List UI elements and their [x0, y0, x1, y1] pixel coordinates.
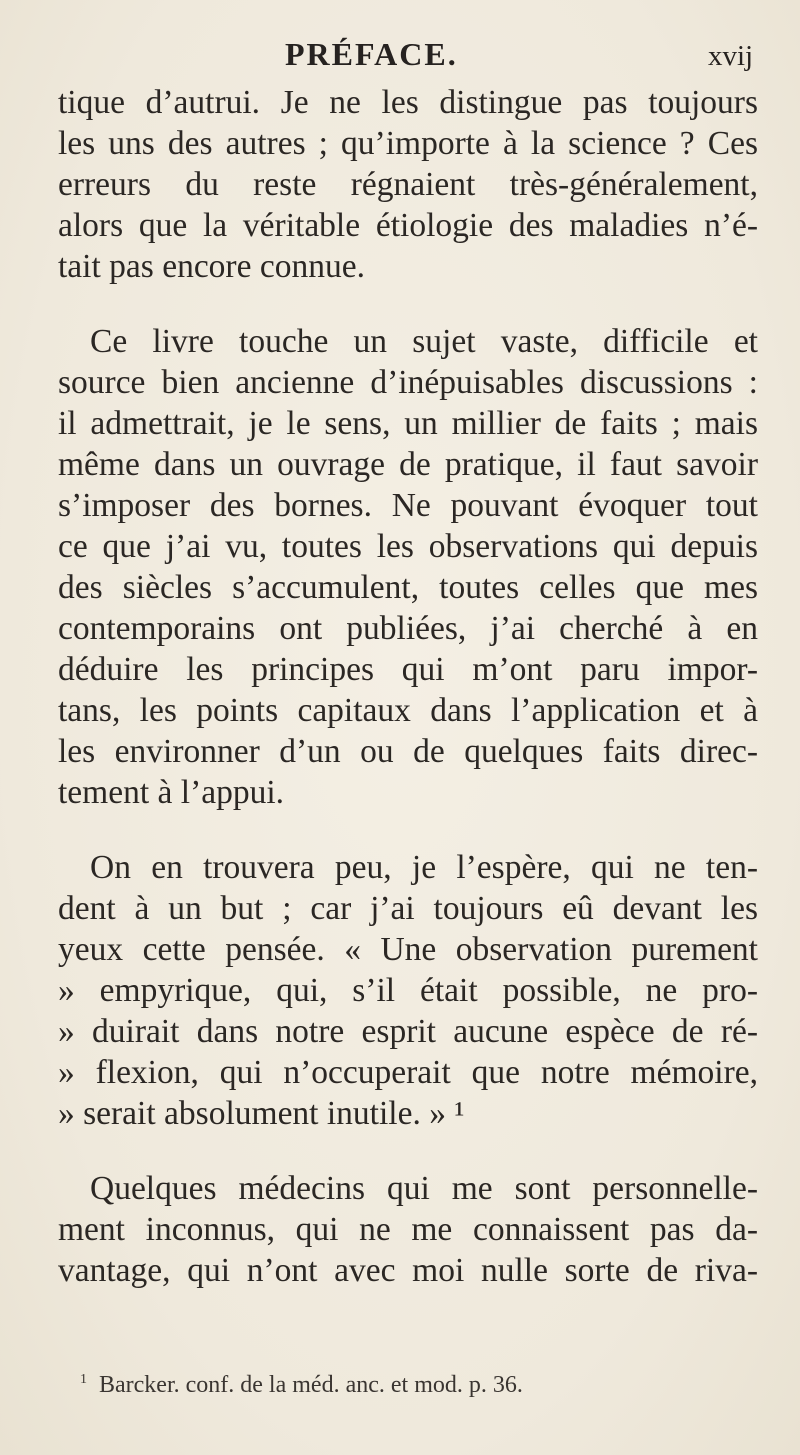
text-line: s’imposer des bornes. Ne pouvant évoquer tout — [58, 487, 758, 524]
text-line: les uns des autres ; qu’importe à la science ? Ces — [58, 125, 758, 162]
text-line: Quelques médecins qui me sont personnelle- — [90, 1170, 758, 1207]
quote-line: » empyrique, qui, s’il était possible, ne pro- — [58, 972, 758, 1009]
body-text — [58, 82, 758, 1291]
text-line: tait pas encore connue. — [58, 248, 365, 285]
quote-line: » serait absolument inutile. » ¹ — [58, 1095, 465, 1132]
text-line: alors que la véritable étiologie des maladies n’é- — [58, 207, 758, 244]
running-head — [0, 36, 800, 76]
footnote-text: Barcker. conf. de la méd. anc. et mod. p. 36. — [99, 1372, 523, 1398]
text-line: ment inconnus, qui ne me connaissent pas da- — [58, 1211, 758, 1248]
quote-line: » flexion, qui n’occuperait que notre mémoire, — [58, 1054, 758, 1091]
running-title: PRÉFACE. — [285, 36, 458, 72]
text-line: déduire les principes qui m’ont paru impor- — [58, 651, 758, 688]
footnote-marker: 1 — [80, 1372, 87, 1387]
text-line: les environner d’un ou de quelques faits direc- — [58, 733, 758, 770]
page-number: xvij — [708, 40, 754, 72]
quote-line: » duirait dans notre esprit aucune espèce de ré- — [58, 1013, 758, 1050]
text-line: même dans un ouvrage de pratique, il faut savoir — [58, 446, 758, 483]
text-line: tement à l’appui. — [58, 774, 285, 811]
text-line: dent à un but ; car j’ai toujours eû devant les — [58, 890, 758, 927]
paragraph-3 — [58, 847, 758, 1134]
footnote — [80, 1372, 760, 1399]
text-line: On en trouvera peu, je l’espère, qui ne ten- — [90, 849, 758, 886]
text-line: contemporains ont publiées, j’ai cherché à en — [58, 610, 758, 647]
text-line: des siècles s’accumulent, toutes celles que mes — [58, 569, 758, 606]
text-line: erreurs du reste régnaient très-généralement, — [58, 166, 758, 203]
text-line: Ce livre touche un sujet vaste, difficile et — [90, 323, 758, 360]
text-line: il admettrait, je le sens, un millier de faits ; mais — [58, 405, 758, 442]
text-line: yeux cette pensée. « Une observation purement — [58, 931, 758, 968]
paragraph-2 — [58, 321, 758, 813]
text-line: vantage, qui n’ont avec moi nulle sorte de riva- — [58, 1252, 758, 1289]
text-line: source bien ancienne d’inépuisables discussions : — [58, 364, 758, 401]
text-line: tique d’autrui. Je ne les distingue pas toujours — [58, 84, 758, 121]
paragraph-1 — [58, 82, 758, 287]
paragraph-4 — [58, 1168, 758, 1291]
text-line: tans, les points capitaux dans l’application et à — [58, 692, 758, 729]
text-line: ce que j’ai vu, toutes les observations qui depuis — [58, 528, 758, 565]
